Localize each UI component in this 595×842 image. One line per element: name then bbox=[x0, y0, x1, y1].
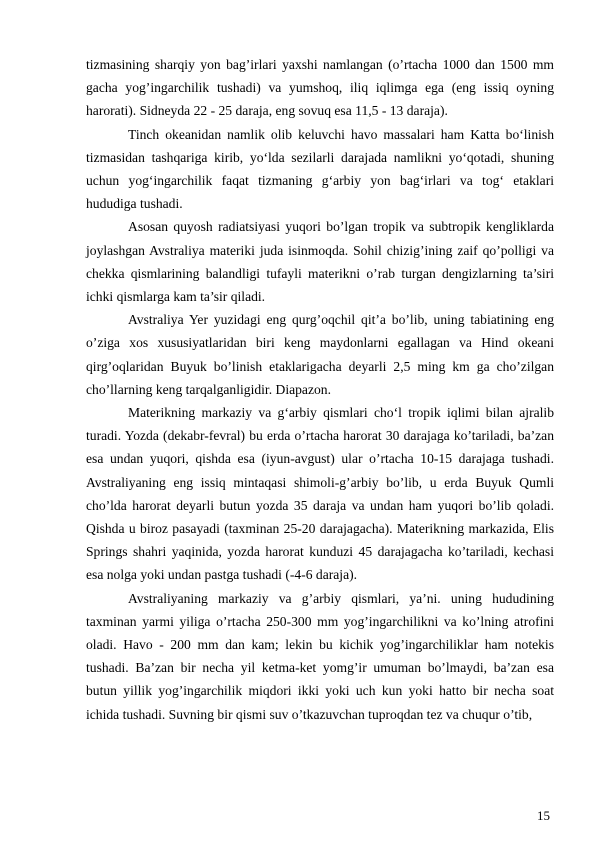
paragraph-driest-continent: Avstraliya Yer yuzidagi eng qurg’oqchil qit’a bo’lib, uning tabiatining eng o’ziga xos xususiyatlaridan biri keng maydonlarni egallagan va Hind okeani qirg’oqlaridan Buyuk bo’linish etaklarigacha deyarli 2,5 ming km ga cho’zilgan cho’llarning keng tarqalganligidir. Diapazon. bbox=[86, 312, 554, 397]
paragraph-precipitation: Avstraliyaning markaziy va g’arbiy qismlari, ya’ni. uning hududining taxminan yarmi yiliga o’rtacha 250-300 mm yog’ingarchilikni va ko’lning atrofini oladi. Havo - 200 mm dan kam; lekin bu kichik yog’ingarchiliklar ham notekis tushadi. Ba’zan bir necha yil ketma-ket yomg’ir umuman bo’lmaydi, ba’zan esa butun yillik yog’ingarchilik miqdori ikki yoki uch kun yoki hatto bir necha soat ichida tushadi. Suvning bir qismi suv o’tkazuvchan tuproqdan tez va chuqur o’tib, bbox=[86, 590, 554, 722]
page-number: 15 bbox=[537, 808, 550, 823]
paragraph-solar-radiation: Asosan quyosh radiatsiyasi yuqori bo’lgan tropik va subtropik kengliklarda joylashgan Avstraliya materiki juda isinmoqda. Sohil chizig’ining zaif qo’polligi va chekka qismlarining balandligi tufayli materikni o’rab turgan dengizlarning ta’siri ichki qismlarga kam ta’sir qiladi. bbox=[86, 219, 554, 305]
paragraph-continuation: tizmasining sharqiy yon bag’irlari yaxshi namlangan (o’rtacha 1000 dan 1500 mm gacha yog’ingarchilik tushadi) va yumshoq, iliq iqlimga ega (eng issiq oyning harorati). Sidneyda 22 - 25 daraja, eng sovuq esa 11,5 - 13 daraja). bbox=[86, 57, 554, 119]
paragraph-pacific-moisture: Tinch okeanidan namlik olib keluvchi havo massalari ham Katta bo‘linish tizmasidan tashqariga kirib, yo‘lda sezilarli darajada namlikni yo‘qotadi, shuning uchun yog‘ingarchilik faqat tizmaning g‘arbiy yon bag‘irlari va tog‘ etaklari hududiga tushadi. bbox=[86, 126, 554, 212]
document-page bbox=[86, 53, 554, 726]
paragraph-desert-climate: Materikning markaziy va g‘arbiy qismlari cho‘l tropik iqlimi bilan ajralib turadi. Yozda (dekabr-fevral) bu erda o’rtacha harorat 30 darajaga ko’tariladi, ba’zan esa undan yuqori, qishda esa (iyun-avgust) ular o’rtacha 10-15 darajaga tushadi. Avstraliyaning eng issiq mintaqasi shimoli-g’arbiy bo’lib, u erda Buyuk Qumli cho’lda harorat deyarli butun yozda 35 daraja va undan ham yuqori bo’lib qoladi. Qishda u biroz pasayadi (taxminan 25-20 darajagacha). Materikning markazida, Elis Springs shahri yaqinida, yozda harorat kunduzi 45 darajagacha ko’tariladi, kechasi esa nolga yoki undan pastga tushadi (-4-6 daraja). bbox=[86, 405, 554, 583]
